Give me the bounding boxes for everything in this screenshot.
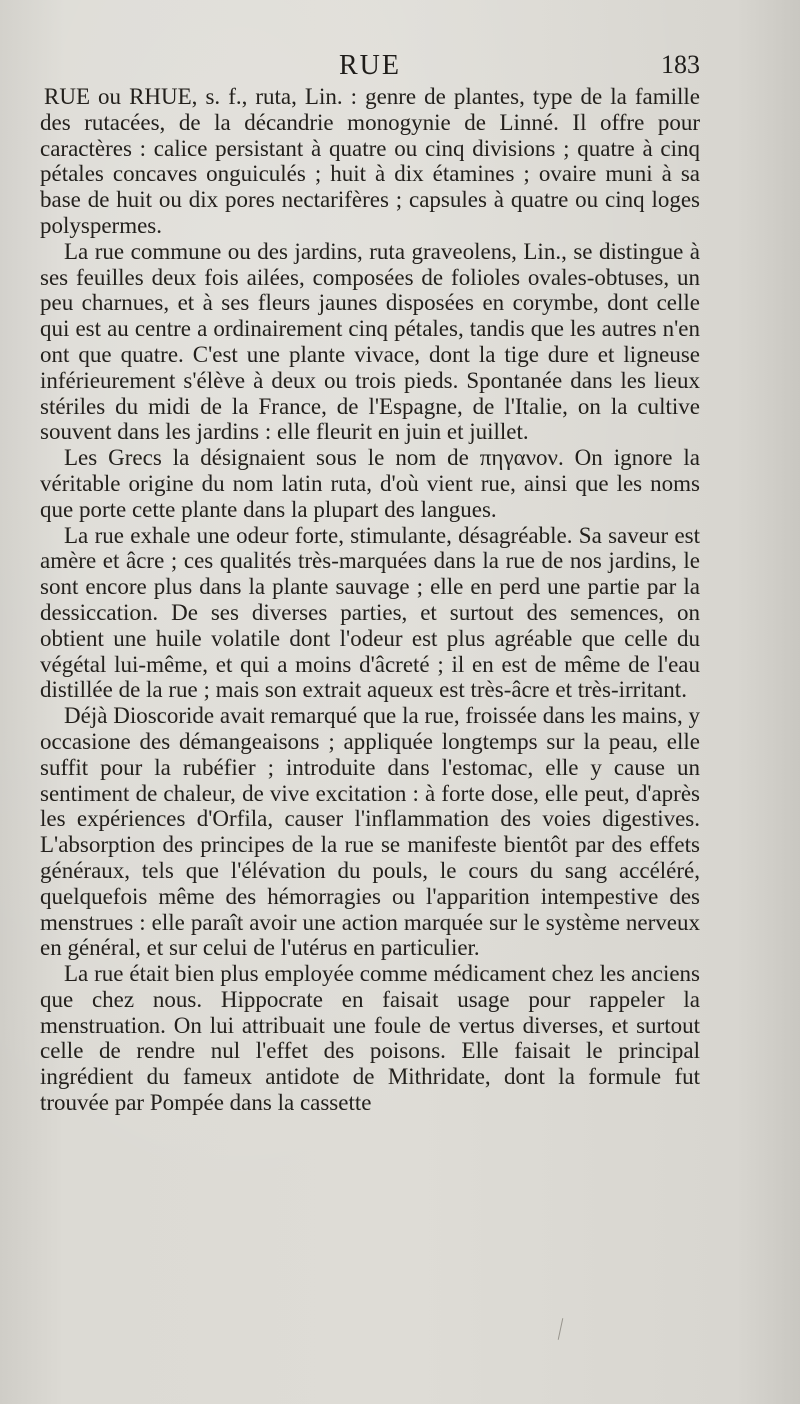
body-text — [40, 84, 700, 1116]
paragraph-definition: RUE ou RHUE, s. f., ruta, Lin. : genre de plantes, type de la famille des rutacées, de la décandrie monogynie de Linné. Il offre pour caractères : calice persistant à quatre ou cinq divisions ; quatre à cinq pétales concaves onguiculés ; huit à dix étamines ; ovaire muni à sa base de huit ou dix pores nectarifères ; capsules à quatre ou cinq loges polyspermes. — [40, 84, 700, 238]
paragraph-history: La rue était bien plus employée comme médicament chez les anciens que chez nous. Hippocrate en faisait usage pour rappeler la menstruation. On lui attribuait une foule de vertus diverses, et surtout celle de rendre nul l'effet des poisons. Elle faisait le principal ingrédient du fameux antidote de Mithridate, dont la formule fut trouvée par Pompée dans la cassette — [40, 961, 700, 1116]
page-number: 183 — [661, 50, 700, 79]
paragraph-etymology: Les Grecs la désignaient sous le nom de πηγανον. On ignore la véritable origine du nom latin ruta, d'où vient rue, ainsi que les noms que porte cette plante dans la plupart des langues. — [40, 445, 700, 522]
page-header-title: RUE — [339, 50, 401, 81]
paragraph-effects: Déjà Dioscoride avait remarqué que la rue, froissée dans les mains, y occasione des démangeaisons ; appliquée longtemps sur la peau, elle suffit pour la rubéfier ; introduite dans l'estomac, elle y cause un sentiment de chaleur, de vive excitation : à forte dose, elle peut, d'après les expériences d'Orfila, causer l'inflammation des voies digestives. L'absorption des principes de la rue se manifeste bientôt par des effets généraux, tels que l'élévation du pouls, le cours du sang accéléré, quelquefois même des hémorragies ou l'apparition intempestive des menstrues : elle paraît avoir une action marquée sur le système nerveux en général, et sur celui de l'utérus en particulier. — [40, 703, 700, 961]
paragraph-properties: La rue exhale une odeur forte, stimulante, désagréable. Sa saveur est amère et âcre ; ces qualités très-marquées dans la rue de nos jardins, le sont encore plus dans la plante sauvage ; elle en perd une partie par la dessiccation. De ses diverses parties, et surtout des semences, on obtient une huile volatile dont l'odeur est plus agréable que celle du végétal lui-même, et qui a moins d'âcreté ; il en est de même de l'eau distillée de la rue ; mais son extrait aqueux est très-âcre et très-irritant. — [40, 522, 700, 703]
paragraph-common-rue: La rue commune ou des jardins, ruta graveolens, Lin., se distingue à ses feuilles deux fois ailées, composées de folioles ovales-obtuses, un peu charnues, et à ses fleurs jaunes disposées en corymbe, dont celle qui est au centre a ordinairement cinq pétales, tandis que les autres n'en ont que quatre. C'est une plante vivace, dont la tige dure et ligneuse inférieurement s'élève à deux ou trois pieds. Spontanée dans les lieux stériles du midi de la France, de l'Espagne, de l'Italie, on la cultive souvent dans les jardins : elle fleurit en juin et juillet. — [40, 238, 700, 445]
pencil-mark — [558, 1318, 564, 1340]
